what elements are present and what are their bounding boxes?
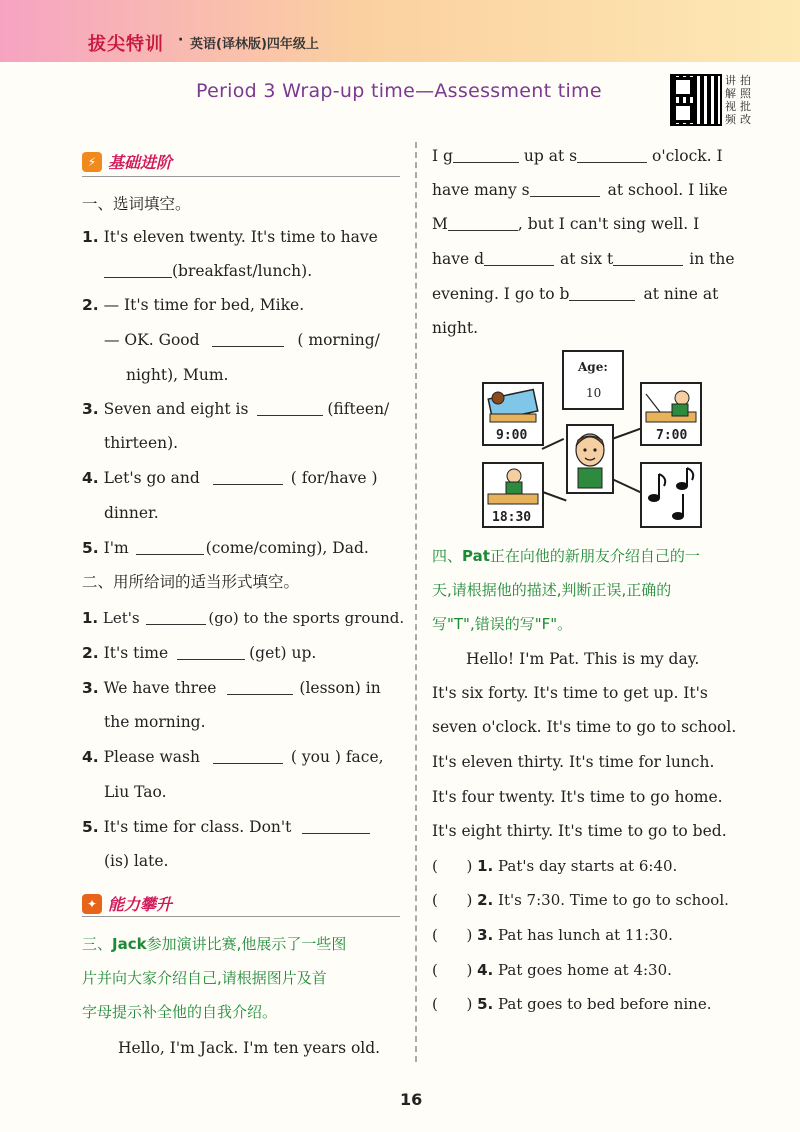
answer-blank[interactable] [257,400,323,416]
time-label: 7:00 [656,428,688,443]
wake-picture [640,382,702,446]
qr-label: 视频 [725,100,736,126]
fill-line: have many s at school. I like [432,181,728,199]
morning-icon [642,384,700,426]
question-2-5: 5. It's time for class. Don't [82,816,370,838]
part4-line: 天,请根据他的描述,判断正误,正确的 [432,581,672,599]
section-header-basic [82,150,172,173]
eating-icon [484,464,542,508]
brand-separator: · [178,32,184,48]
part3-name: Jack [112,935,147,953]
passage-line: It's eleven thirty. It's time for lunch. [432,753,715,771]
question-2-4-cont: Liu Tao. [104,783,167,801]
fill-line: M , but I can't sing well. I [432,215,700,233]
part4-line: 写"T",错误的写"F"。 [432,615,573,633]
tf-item: ( ) 3. Pat has lunch at 11:30. [432,926,673,944]
part3-line: 字母提示补全他的自我介绍。 [82,1003,278,1021]
tf-item: ( ) 1. Pat's day starts at 6:40. [432,857,678,875]
answer-bracket[interactable]: ( ) [432,995,473,1013]
question-2-2: 2. It's time (get) up. [82,644,317,662]
question-1-2-cont: — OK. Good ( morning/ [104,331,380,349]
time-label: 9:00 [496,428,528,443]
answer-blank[interactable] [302,818,370,834]
passage-line: Hello! I'm Pat. This is my day. [466,650,700,668]
answer-blank[interactable] [453,147,519,163]
answer-blank[interactable] [530,181,600,197]
section-title: 基础进阶 [108,153,173,172]
fill-line: I g up at s o'clock. I [432,147,723,165]
section-rule [82,176,400,177]
part4-line: 正在向他的新朋友介绍自己的一 [489,547,700,565]
section-rule [82,916,400,917]
bed-icon [484,384,542,426]
page-number: 16 [400,1090,423,1109]
part4-prefix: 四、 [432,547,463,565]
question-1-5: 5. I'm (come/coming), Dad. [82,539,369,557]
period-title: Period 3 Wrap-up time—Assessment time [196,80,602,102]
part2-heading: 二、用所给词的适当形式填空。 [82,573,300,591]
qr-label: 拍照 [740,74,751,100]
answer-bracket[interactable]: ( ) [432,961,473,979]
tf-item: ( ) 2. It's 7:30. Time to go to school. [432,891,729,909]
question-1-3: 3. Seven and eight is (fifteen/ [82,400,390,418]
question-2-3-cont: the morning. [104,713,206,731]
question-1-4-cont: dinner. [104,504,159,522]
book-title: 英语(译林版)四年级上 [190,37,319,52]
section-title: 能力攀升 [108,895,173,914]
question-2-4: 4. Please wash ( you ) face, [82,748,384,766]
dinner-picture [482,462,544,528]
connector-line [542,438,565,450]
answer-blank[interactable] [484,250,554,266]
question-1-3-cont: thirteen). [104,434,179,452]
tf-item: ( ) 5. Pat goes to bed before nine. [432,995,712,1013]
lightning-icon: ⚡ [82,152,102,172]
answer-blank[interactable] [177,644,245,660]
part4-name: Pat [462,547,490,565]
sleep-picture [482,382,544,446]
passage-line: seven o'clock. It's time to go to school. [432,718,737,736]
qr-code-icon[interactable] [670,74,722,126]
part3-line: 片并向大家介绍自己,请根据图片及首 [82,969,327,987]
part3-intro: Hello, I'm Jack. I'm ten years old. [118,1039,381,1057]
question-2-5-cont: (is) late. [104,852,169,870]
qr-label: 讲解 [725,74,736,100]
answer-blank[interactable] [569,285,635,301]
part1-heading: 一、选词填空。 [82,195,191,213]
music-notes-icon [642,464,700,526]
tf-item: ( ) 4. Pat goes home at 4:30. [432,961,672,979]
answer-bracket[interactable]: ( ) [432,926,473,944]
column-divider [415,142,417,1062]
answer-blank[interactable] [104,262,172,278]
question-1-1: 1. It's eleven twenty. It's time to have [82,228,378,246]
qr-labels [725,74,755,126]
answer-blank[interactable] [448,215,518,231]
answer-blank[interactable] [146,609,206,625]
music-picture [640,462,702,528]
answer-blank[interactable] [613,250,683,266]
time-label: 18:30 [492,510,532,525]
answer-blank[interactable] [213,748,283,764]
answer-blank[interactable] [212,331,284,347]
connector-line [612,427,643,440]
jack-portrait [566,424,614,494]
answer-bracket[interactable]: ( ) [432,857,473,875]
age-value: 10 [586,386,602,400]
fill-line: night. [432,319,479,337]
answer-blank[interactable] [577,147,647,163]
question-1-1-cont: (breakfast/lunch). [104,260,312,282]
part3-prefix: 三、 [82,935,113,953]
question-1-2: 2. — It's time for bed, Mike. [82,296,305,314]
fill-line: have d at six t in the [432,250,735,268]
section-header-advanced [82,892,172,915]
qr-label: 批改 [740,100,751,126]
question-2-3: 3. We have three (lesson) in [82,679,381,697]
part3-line: 参加演讲比赛,他展示了一些图 [146,935,347,953]
connector-line [612,478,642,493]
question-1-2-end: night), Mum. [126,366,229,384]
passage-line: It's eight thirty. It's time to go to bed. [432,822,727,840]
answer-blank[interactable] [136,539,204,555]
age-box [562,350,624,410]
brand-logo: 拔尖特训 [88,34,164,55]
question-1-4: 4. Let's go and ( for/have ) [82,469,378,487]
question-2-1: 1. Let's (go) to the sports ground. [82,609,405,627]
answer-blank[interactable] [227,679,293,695]
answer-blank[interactable] [213,469,283,485]
answer-bracket[interactable]: ( ) [432,891,473,909]
rocket-icon: ✦ [82,894,102,914]
fill-line: evening. I go to b at nine at [432,285,719,303]
passage-line: It's six forty. It's time to get up. It's [432,684,708,702]
boy-face-icon [568,426,612,492]
passage-line: It's four twenty. It's time to go home. [432,788,723,806]
age-label: Age: [578,360,608,374]
